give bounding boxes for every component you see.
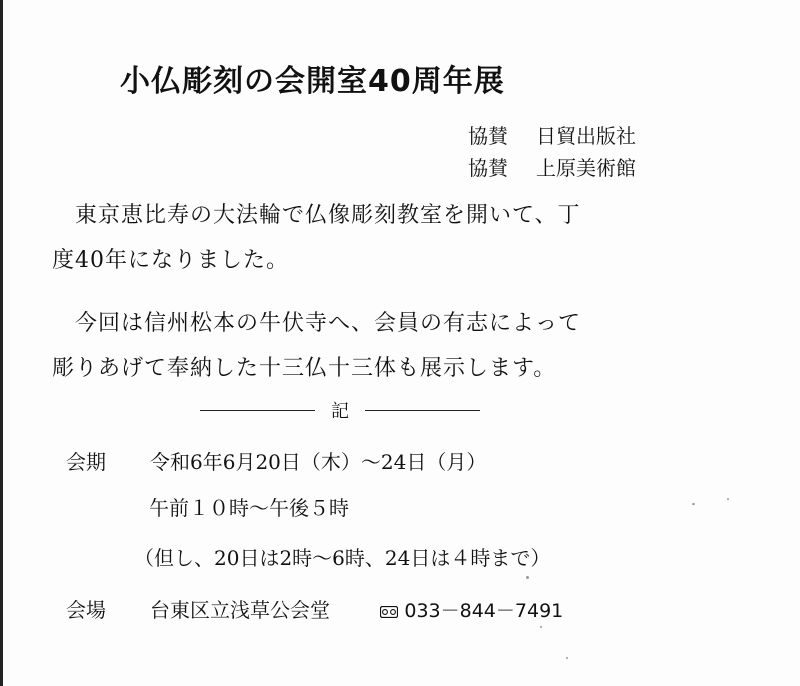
exhibit-paragraph	[52, 301, 652, 391]
separator-rule	[365, 410, 480, 411]
ki-separator	[200, 395, 480, 425]
sponsor-row	[468, 152, 636, 184]
period-note: （但し、20日は2時～6時、24日は４時まで）	[134, 546, 551, 570]
venue-place: 台東区立浅草公会堂	[150, 598, 330, 622]
separator-rule	[200, 410, 315, 411]
venue-row	[66, 594, 563, 623]
intro-paragraph	[52, 193, 652, 283]
scan-speck	[727, 498, 729, 500]
exhibition-title: 小仏彫刻の会開室40周年展	[120, 64, 505, 99]
note-row	[134, 542, 550, 571]
phone-number: 033－844－7491	[404, 600, 564, 622]
period-hours: 午前１０時～午後５時	[149, 496, 349, 520]
period-row	[66, 446, 486, 475]
paragraph-line: 彫りあげて奉納した十三仏十三体も展示します。	[52, 356, 557, 381]
paragraph-line: 東京恵比寿の大法輪で仏像彫刻教室を開いて、丁	[52, 203, 581, 228]
period-dates: 令和6年6月20日（木）～24日（月）	[150, 450, 487, 474]
scan-speck	[566, 657, 568, 659]
venue-phone	[380, 596, 563, 623]
sponsor-list	[468, 120, 636, 184]
sponsor-name: 日貿出版社	[536, 124, 636, 148]
sponsor-label: 協賛	[468, 124, 508, 148]
scan-speck	[692, 503, 695, 505]
scan-speck	[540, 626, 542, 628]
paragraph-line: 度40年になりました。	[52, 248, 289, 273]
ki-label: 記	[331, 401, 349, 422]
sponsor-name: 上原美術館	[536, 156, 636, 180]
sponsor-row	[468, 120, 636, 152]
scan-edge	[0, 0, 3, 686]
scan-speck	[526, 576, 529, 579]
period-label: 会期	[66, 450, 106, 474]
hours-row	[149, 492, 349, 521]
paragraph-line: 今回は信州松本の牛伏寺へ、会員の有志によって	[52, 311, 582, 336]
venue-label: 会場	[66, 598, 106, 622]
sponsor-label: 協賛	[468, 156, 508, 180]
telephone-icon	[380, 606, 398, 618]
